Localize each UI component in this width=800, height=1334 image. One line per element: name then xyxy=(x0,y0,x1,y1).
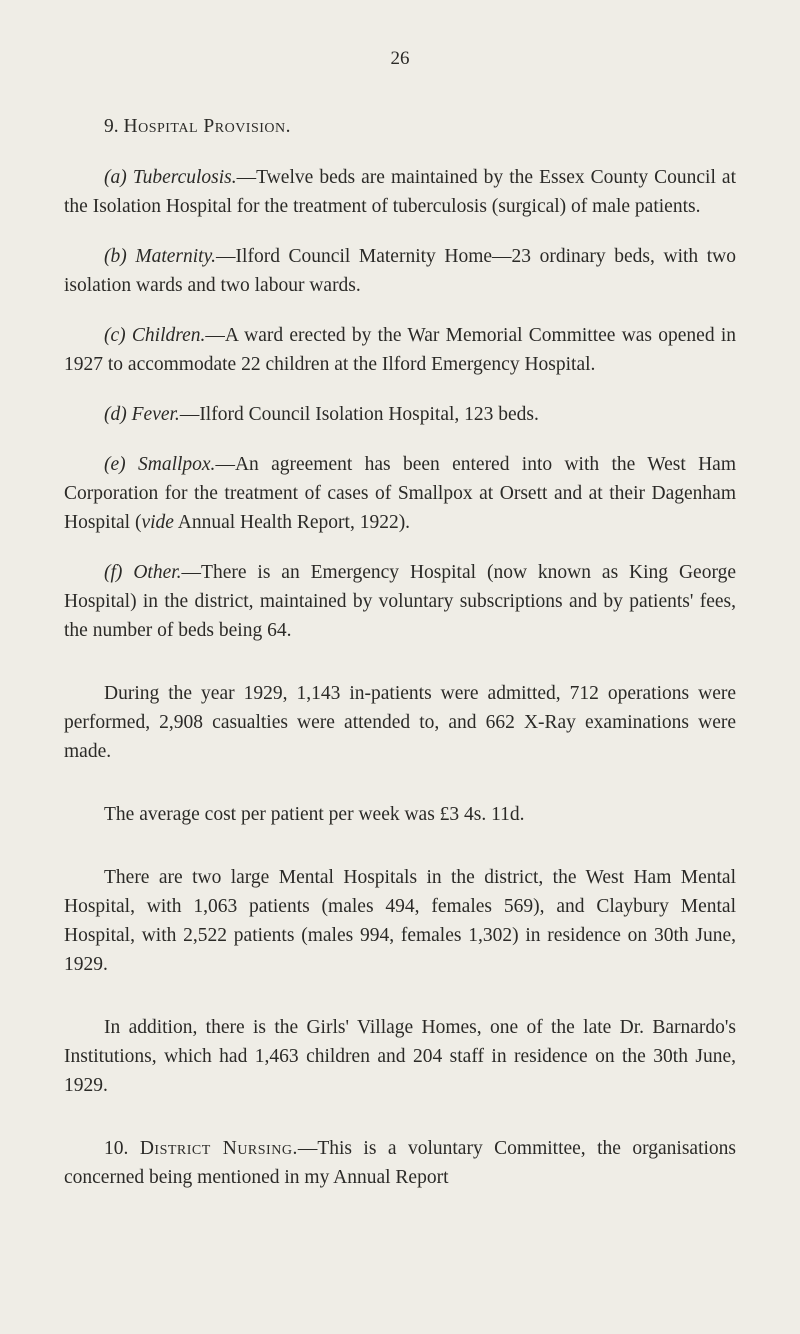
item-letter: (b) xyxy=(104,246,127,267)
item-title: Maternity. xyxy=(135,246,217,267)
item-other xyxy=(64,558,736,645)
item-text-after: Annual Health Report, 1922). xyxy=(173,512,411,533)
section-10-number: 10. xyxy=(104,1138,129,1159)
section-10-paragraph xyxy=(64,1134,736,1192)
item-text: —Ilford Council Isolation Hospital, 123 beds. xyxy=(179,404,539,425)
item-title: Tuberculosis. xyxy=(132,167,237,188)
item-children xyxy=(64,321,736,379)
item-title: Smallpox. xyxy=(137,454,216,475)
item-letter: (d) xyxy=(104,404,127,425)
paragraph-admissions: During the year 1929, 1,143 in-patients were admitted, 712 operations were performed, 2,908 casualties were attended to, and 662 X-Ray examinations were made. xyxy=(64,683,736,762)
item-letter: (e) xyxy=(104,454,126,475)
paragraph-girls-village-homes: In addition, there is the Girls' Village Homes, one of the late Dr. Barnardo's Institutions, which had 1,463 children and 204 staff in residence on the 30th June, 1929. xyxy=(64,1017,736,1096)
paragraph-average-cost: The average cost per patient per week was £3 4s. 11d. xyxy=(104,804,525,825)
item-maternity xyxy=(64,242,736,300)
section-9-number: 9. xyxy=(104,116,119,137)
page-number: 26 xyxy=(390,48,410,69)
section-10-text: —This is a voluntary Committee, the organisations concerned being mentioned in my Annual Report xyxy=(64,1138,737,1188)
item-title: Children. xyxy=(131,325,206,346)
item-fever xyxy=(64,400,736,429)
item-tuberculosis xyxy=(64,163,736,221)
item-smallpox xyxy=(64,450,736,537)
item-text: —There is an Emergency Hospital (now known as King George Hospital) in the district, maintained by voluntary subscriptions and by patients' fees, the number of beds being 64. xyxy=(64,562,737,641)
section-9-title: Hospital Provision. xyxy=(123,116,292,137)
item-title: Other. xyxy=(133,562,182,583)
page-content xyxy=(64,112,736,1213)
item-title: Fever. xyxy=(131,404,180,425)
item-letter: (f) xyxy=(104,562,123,583)
section-9-heading xyxy=(104,112,736,141)
item-text: —Twelve beds are maintained by the Essex County Council at the Isolation Hospital for the treatment of tuberculosis (surgical) of male patients. xyxy=(64,167,737,217)
item-letter: (a) xyxy=(104,167,127,188)
item-text: —Ilford Council Maternity Home—23 ordinary beds, with two isolation wards and two labour wards. xyxy=(64,246,736,296)
item-text-before: —An agreement has been entered into with the West Ham Corporation for the treatment of cases of Smallpox at Orsett and at their Dagenham Hospital ( xyxy=(64,454,736,533)
item-letter: (c) xyxy=(104,325,126,346)
paragraph-mental-hospitals: There are two large Mental Hospitals in the district, the West Ham Mental Hospital, with 1,063 patients (males 494, females 569), and Claybury Mental Hospital, with 2,522 patients (males 994, females 1,302) in residence on 30th June, 1929. xyxy=(64,867,736,975)
item-text: —A ward erected by the War Memorial Committee was opened in 1927 to accommodate 22 children at the Ilford Emergency Hospital. xyxy=(64,325,736,375)
section-10-title: District Nursing. xyxy=(139,1138,298,1159)
item-text-italic: vide xyxy=(141,512,174,533)
